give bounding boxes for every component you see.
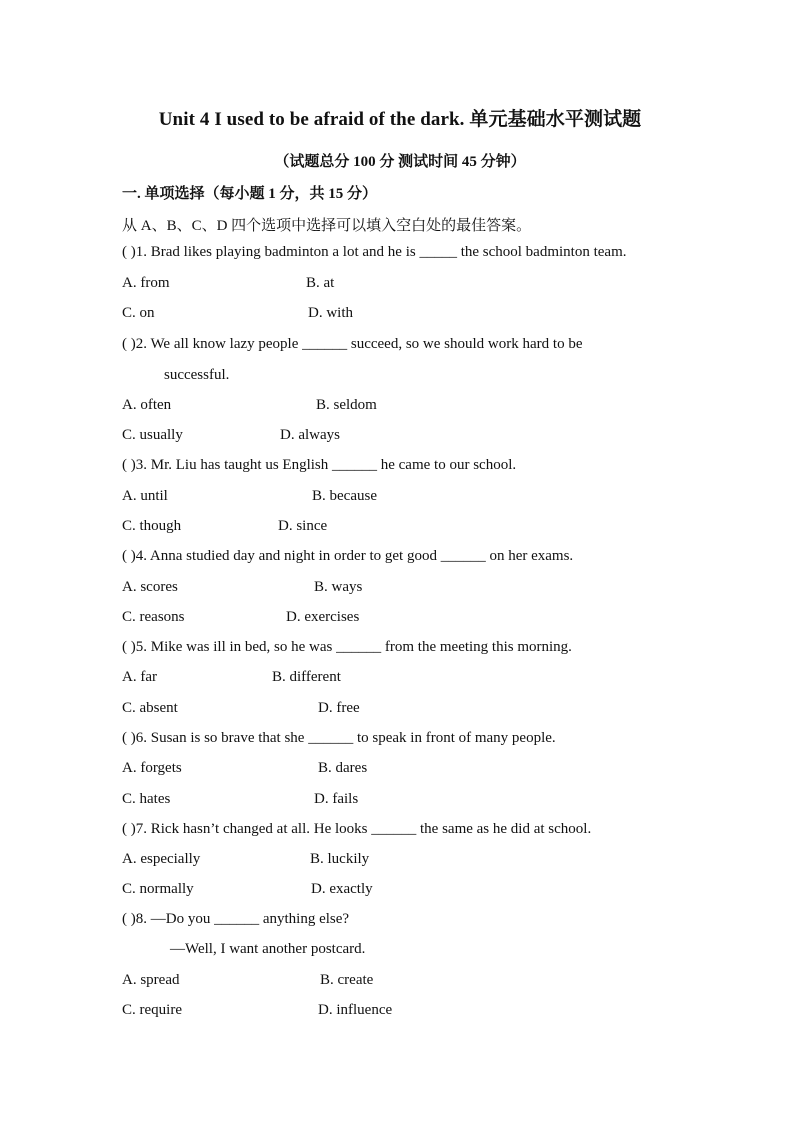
- question-stem: ( )3. Mr. Liu has taught us English ______ he came to our school.: [122, 457, 517, 473]
- page-title: Unit 4 I used to be afraid of the dark. 单元基础水平测试题: [158, 109, 642, 130]
- option-d: D. with: [308, 305, 353, 321]
- option-d: D. fails: [314, 791, 359, 807]
- option-a: A. spread: [122, 972, 180, 988]
- question-stem: ( )1. Brad likes playing badminton a lot and he is _____ the school badminton team.: [122, 244, 627, 260]
- option-b: B. dares: [318, 760, 368, 776]
- option-d: D. exercises: [286, 609, 360, 625]
- option-a: A. far: [122, 669, 157, 685]
- option-c: C. absent: [122, 700, 178, 716]
- option-a: A. often: [122, 397, 172, 413]
- question-stem: ( )2. We all know lazy people ______ succeed, so we should work hard to be: [122, 336, 583, 352]
- option-a: A. scores: [122, 579, 178, 595]
- option-a: A. until: [122, 488, 168, 504]
- option-b: B. ways: [314, 579, 363, 595]
- option-a: A. especially: [122, 851, 201, 867]
- option-c: C. hates: [122, 791, 171, 807]
- option-b: B. create: [320, 972, 374, 988]
- section-heading: 一. 单项选择（每小题 1 分，共 15 分）: [122, 186, 378, 202]
- option-c: C. though: [122, 518, 182, 534]
- option-d: D. influence: [318, 1002, 393, 1018]
- option-d: D. exactly: [311, 881, 373, 897]
- option-b: B. at: [306, 275, 335, 291]
- option-b: B. luckily: [310, 851, 370, 867]
- option-d: D. free: [318, 700, 360, 716]
- option-a: A. forgets: [122, 760, 182, 776]
- option-c: C. usually: [122, 427, 183, 443]
- option-c: C. on: [122, 305, 155, 321]
- option-c: C. require: [122, 1002, 182, 1018]
- option-c: C. reasons: [122, 609, 185, 625]
- question-stem: ( )8. —Do you ______ anything else?: [122, 911, 350, 927]
- option-a: A. from: [122, 275, 170, 291]
- question-stem: ( )6. Susan is so brave that she ______ to speak in front of many people.: [122, 730, 556, 746]
- option-b: B. seldom: [316, 397, 377, 413]
- question-stem-continued: successful.: [164, 367, 230, 383]
- option-b: B. because: [312, 488, 377, 504]
- question-stem: ( )7. Rick hasn’t changed at all. He looks ______ the same as he did at school.: [122, 821, 592, 837]
- question-stem: ( )4. Anna studied day and night in order to get good ______ on her exams.: [122, 548, 574, 564]
- question-stem-continued: —Well, I want another postcard.: [170, 941, 366, 957]
- option-d: D. since: [278, 518, 328, 534]
- question-stem: ( )5. Mike was ill in bed, so he was ______ from the meeting this morning.: [122, 639, 572, 655]
- instruction: 从 A、B、C、D 四个选项中选择可以填入空白处的最佳答案。: [122, 218, 532, 234]
- exam-info: （试题总分 100 分 测试时间 45 分钟）: [274, 154, 526, 170]
- option-c: C. normally: [122, 881, 194, 897]
- option-d: D. always: [280, 427, 340, 443]
- option-b: B. different: [272, 669, 341, 685]
